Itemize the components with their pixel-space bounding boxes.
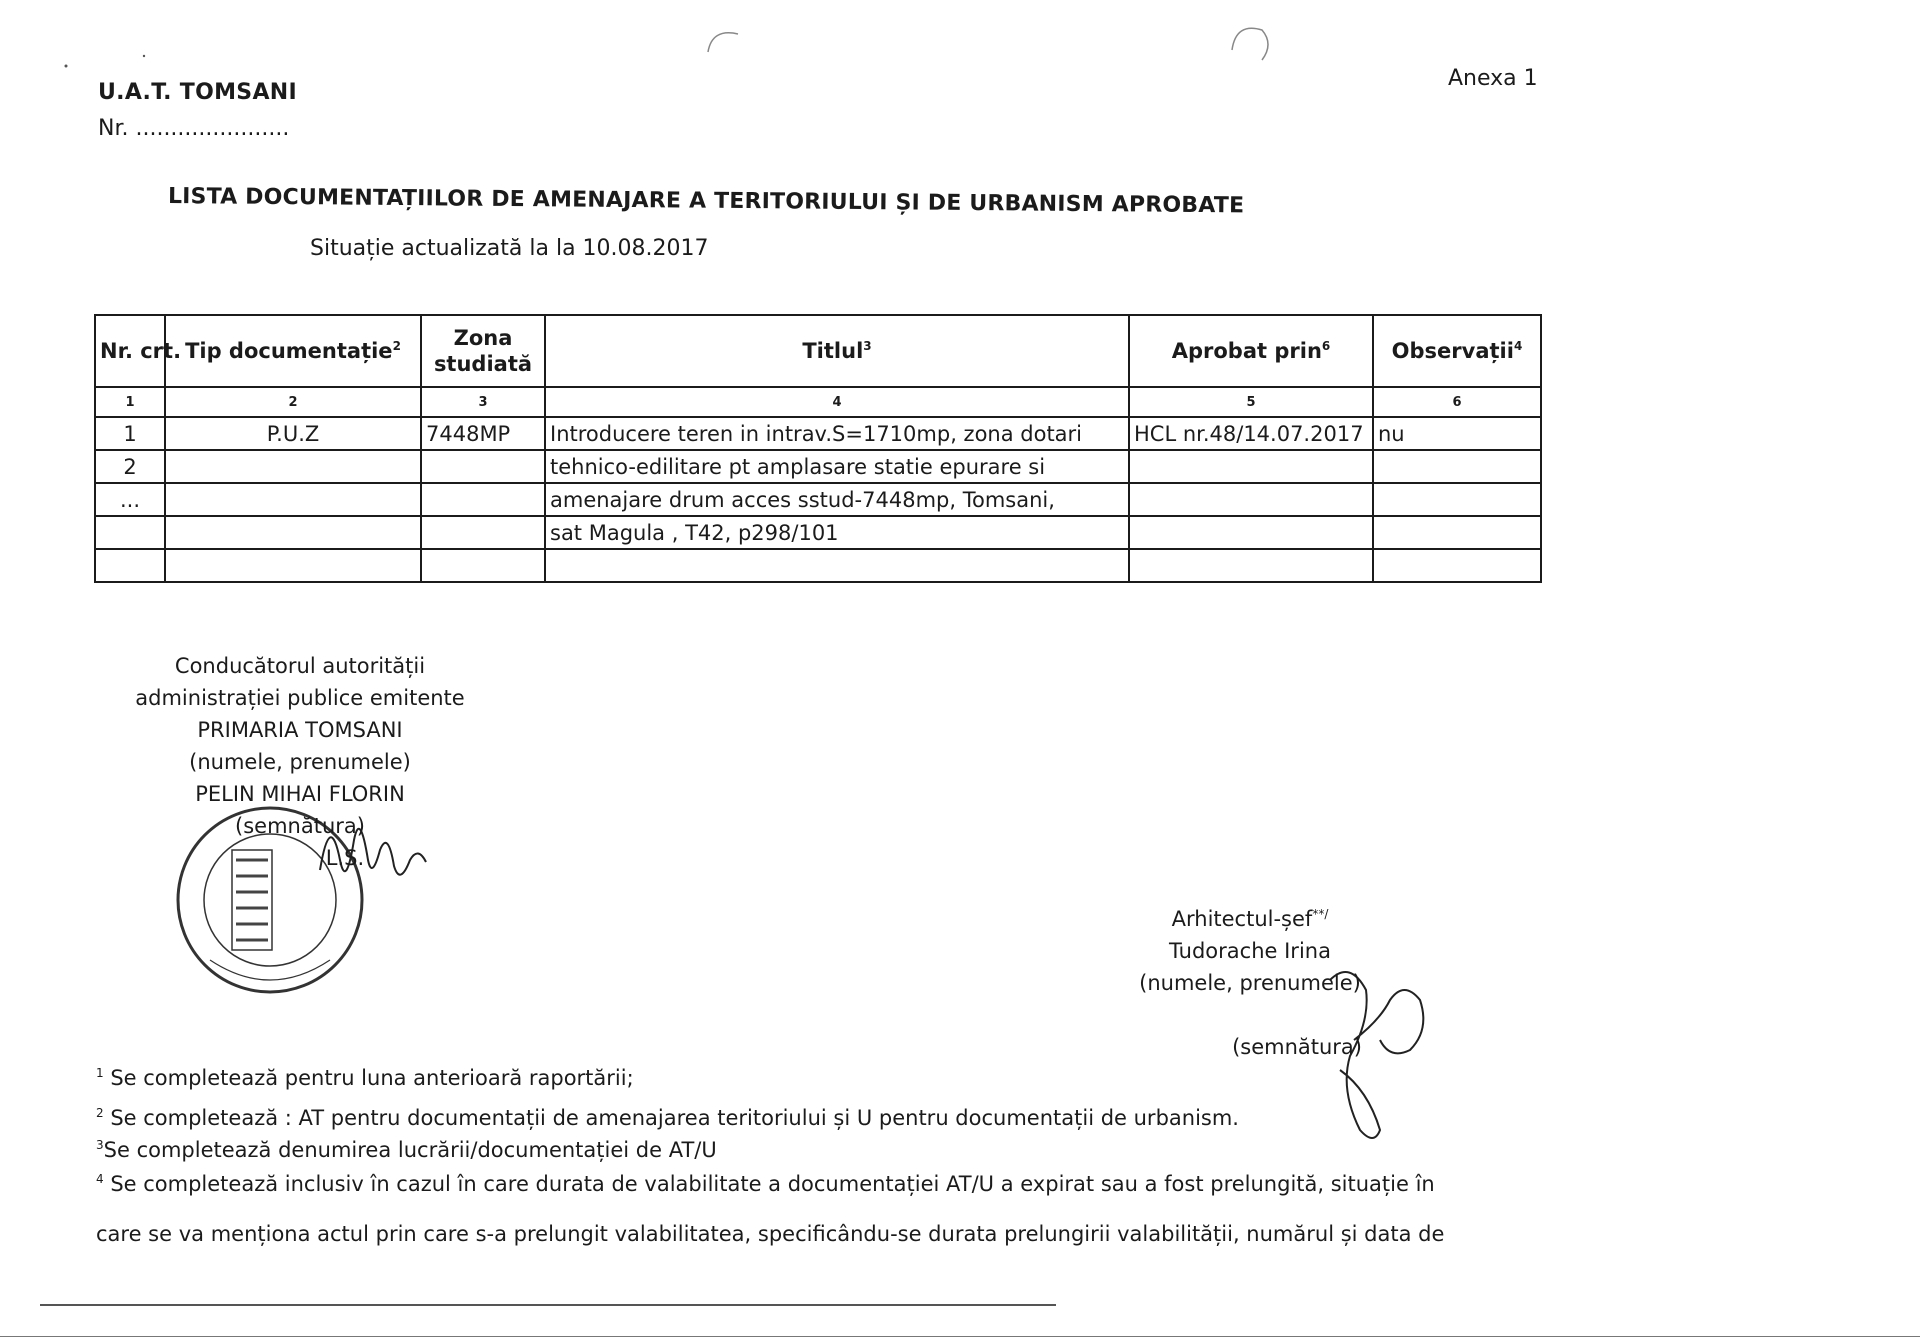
header-tip-documentatie: Tip documentație$^2$ bbox=[165, 315, 421, 387]
cell-observatii bbox=[1373, 483, 1541, 516]
architect-signature-hint: (semnătura) bbox=[1232, 1035, 1362, 1059]
cell-nr: ... bbox=[95, 483, 165, 516]
header-titlul: Titlul$^3$ bbox=[545, 315, 1129, 387]
cell-tip bbox=[165, 549, 421, 582]
footnote: $^3$Se completează denumirea lucrării/documentației de AT/U bbox=[96, 1138, 717, 1162]
cell-titlul: Introducere teren in intrav.S=1710mp, zona dotari bbox=[545, 417, 1129, 450]
chief-architect-block bbox=[1130, 898, 1370, 1063]
leader-name: PELIN MIHAI FLORIN bbox=[195, 782, 405, 806]
cell-observatii bbox=[1373, 549, 1541, 582]
cell-aprobat bbox=[1129, 516, 1373, 549]
footnote-continuation: care se va menționa actul prin care s-a prelungit valabilitatea, specificându-se durata prelungirii valabilității, numărul și data de bbox=[96, 1222, 1445, 1246]
header-observatii: Observații$^4$ bbox=[1373, 315, 1541, 387]
cell-observatii bbox=[1373, 450, 1541, 483]
cell-titlul: amenajare drum acces sstud-7448mp, Tomsani, bbox=[545, 483, 1129, 516]
architect-title: Arhitectul-șef**/ bbox=[1171, 907, 1329, 931]
architect-name: Tudorache Irina bbox=[1169, 939, 1331, 963]
architect-name-hint: (numele, prenumele) bbox=[1139, 971, 1361, 995]
cell-zona bbox=[421, 483, 545, 516]
table-row bbox=[95, 516, 1541, 549]
cell-aprobat bbox=[1129, 450, 1373, 483]
cell-observatii: nu bbox=[1373, 417, 1541, 450]
cell-tip bbox=[165, 450, 421, 483]
cell-aprobat bbox=[1129, 549, 1373, 582]
leader-subtitle: administrației publice emitente bbox=[135, 686, 465, 710]
cell-aprobat bbox=[1129, 483, 1373, 516]
cell-nr: 1 bbox=[95, 417, 165, 450]
table-header-row bbox=[95, 315, 1541, 387]
document-title: LISTA DOCUMENTAȚIILOR DE AMENAJARE A TERITORIULUI ȘI DE URBANISM APROBATE bbox=[167, 184, 1245, 219]
registration-number: Nr. ...................... bbox=[98, 116, 290, 141]
column-number: 4 bbox=[545, 387, 1129, 417]
footnote: $^1$ Se completează pentru luna anterioară raportării; bbox=[96, 1066, 634, 1090]
header-nr-crt: Nr. crt. bbox=[95, 315, 165, 387]
leader-title: Conducătorul autorității bbox=[174, 654, 426, 678]
column-number: 1 bbox=[95, 387, 165, 417]
table-row bbox=[95, 483, 1541, 516]
scan-edge-line bbox=[0, 1336, 1920, 1337]
header-aprobat-prin: Aprobat prin$^6$ bbox=[1129, 315, 1373, 387]
cell-titlul bbox=[545, 549, 1129, 582]
column-number-row bbox=[95, 387, 1541, 417]
cell-tip bbox=[165, 483, 421, 516]
table-row bbox=[95, 417, 1541, 450]
documentation-table bbox=[94, 314, 1542, 583]
seal-mark: L.S. bbox=[325, 846, 365, 870]
table-row bbox=[95, 549, 1541, 582]
cell-aprobat: HCL nr.48/14.07.2017 bbox=[1129, 417, 1373, 450]
footnote: $^4$ Se completează inclusiv în cazul în care durata de valabilitate a documentației AT/U a expirat sau a fost prelungită, situație în bbox=[96, 1172, 1435, 1196]
header-zona-studiata: Zona studiată bbox=[421, 315, 545, 387]
column-number: 2 bbox=[165, 387, 421, 417]
cell-tip: P.U.Z bbox=[165, 417, 421, 450]
institution-name: U.A.T. TOMSANI bbox=[98, 80, 297, 105]
annex-label: Anexa 1 bbox=[1448, 66, 1538, 91]
column-number: 6 bbox=[1373, 387, 1541, 417]
column-number: 3 bbox=[421, 387, 545, 417]
cell-zona: 7448MP bbox=[421, 417, 545, 450]
authority-leader-block bbox=[110, 650, 490, 874]
cell-zona bbox=[421, 450, 545, 483]
cell-tip bbox=[165, 516, 421, 549]
cell-zona bbox=[421, 516, 545, 549]
cell-nr: 2 bbox=[95, 450, 165, 483]
cell-titlul: tehnico-edilitare pt amplasare statie epurare si bbox=[545, 450, 1129, 483]
scan-marks bbox=[0, 0, 1920, 80]
page-divider bbox=[40, 1304, 1056, 1306]
table-row bbox=[95, 450, 1541, 483]
column-number: 5 bbox=[1129, 387, 1373, 417]
leader-signature-hint: (semnătura) bbox=[235, 814, 365, 838]
footnote: $^2$ Se completează : AT pentru documentații de amenajarea teritoriului și U pentru documentații de urbanism. bbox=[96, 1106, 1239, 1130]
cell-observatii bbox=[1373, 516, 1541, 549]
cell-titlul: sat Magula , T42, p298/101 bbox=[545, 516, 1129, 549]
cell-nr bbox=[95, 549, 165, 582]
status-date-line: Situație actualizată la la 10.08.2017 bbox=[310, 236, 709, 261]
leader-institution: PRIMARIA TOMSANI bbox=[197, 718, 403, 742]
cell-nr bbox=[95, 516, 165, 549]
leader-name-hint: (numele, prenumele) bbox=[189, 750, 411, 774]
cell-zona bbox=[421, 549, 545, 582]
